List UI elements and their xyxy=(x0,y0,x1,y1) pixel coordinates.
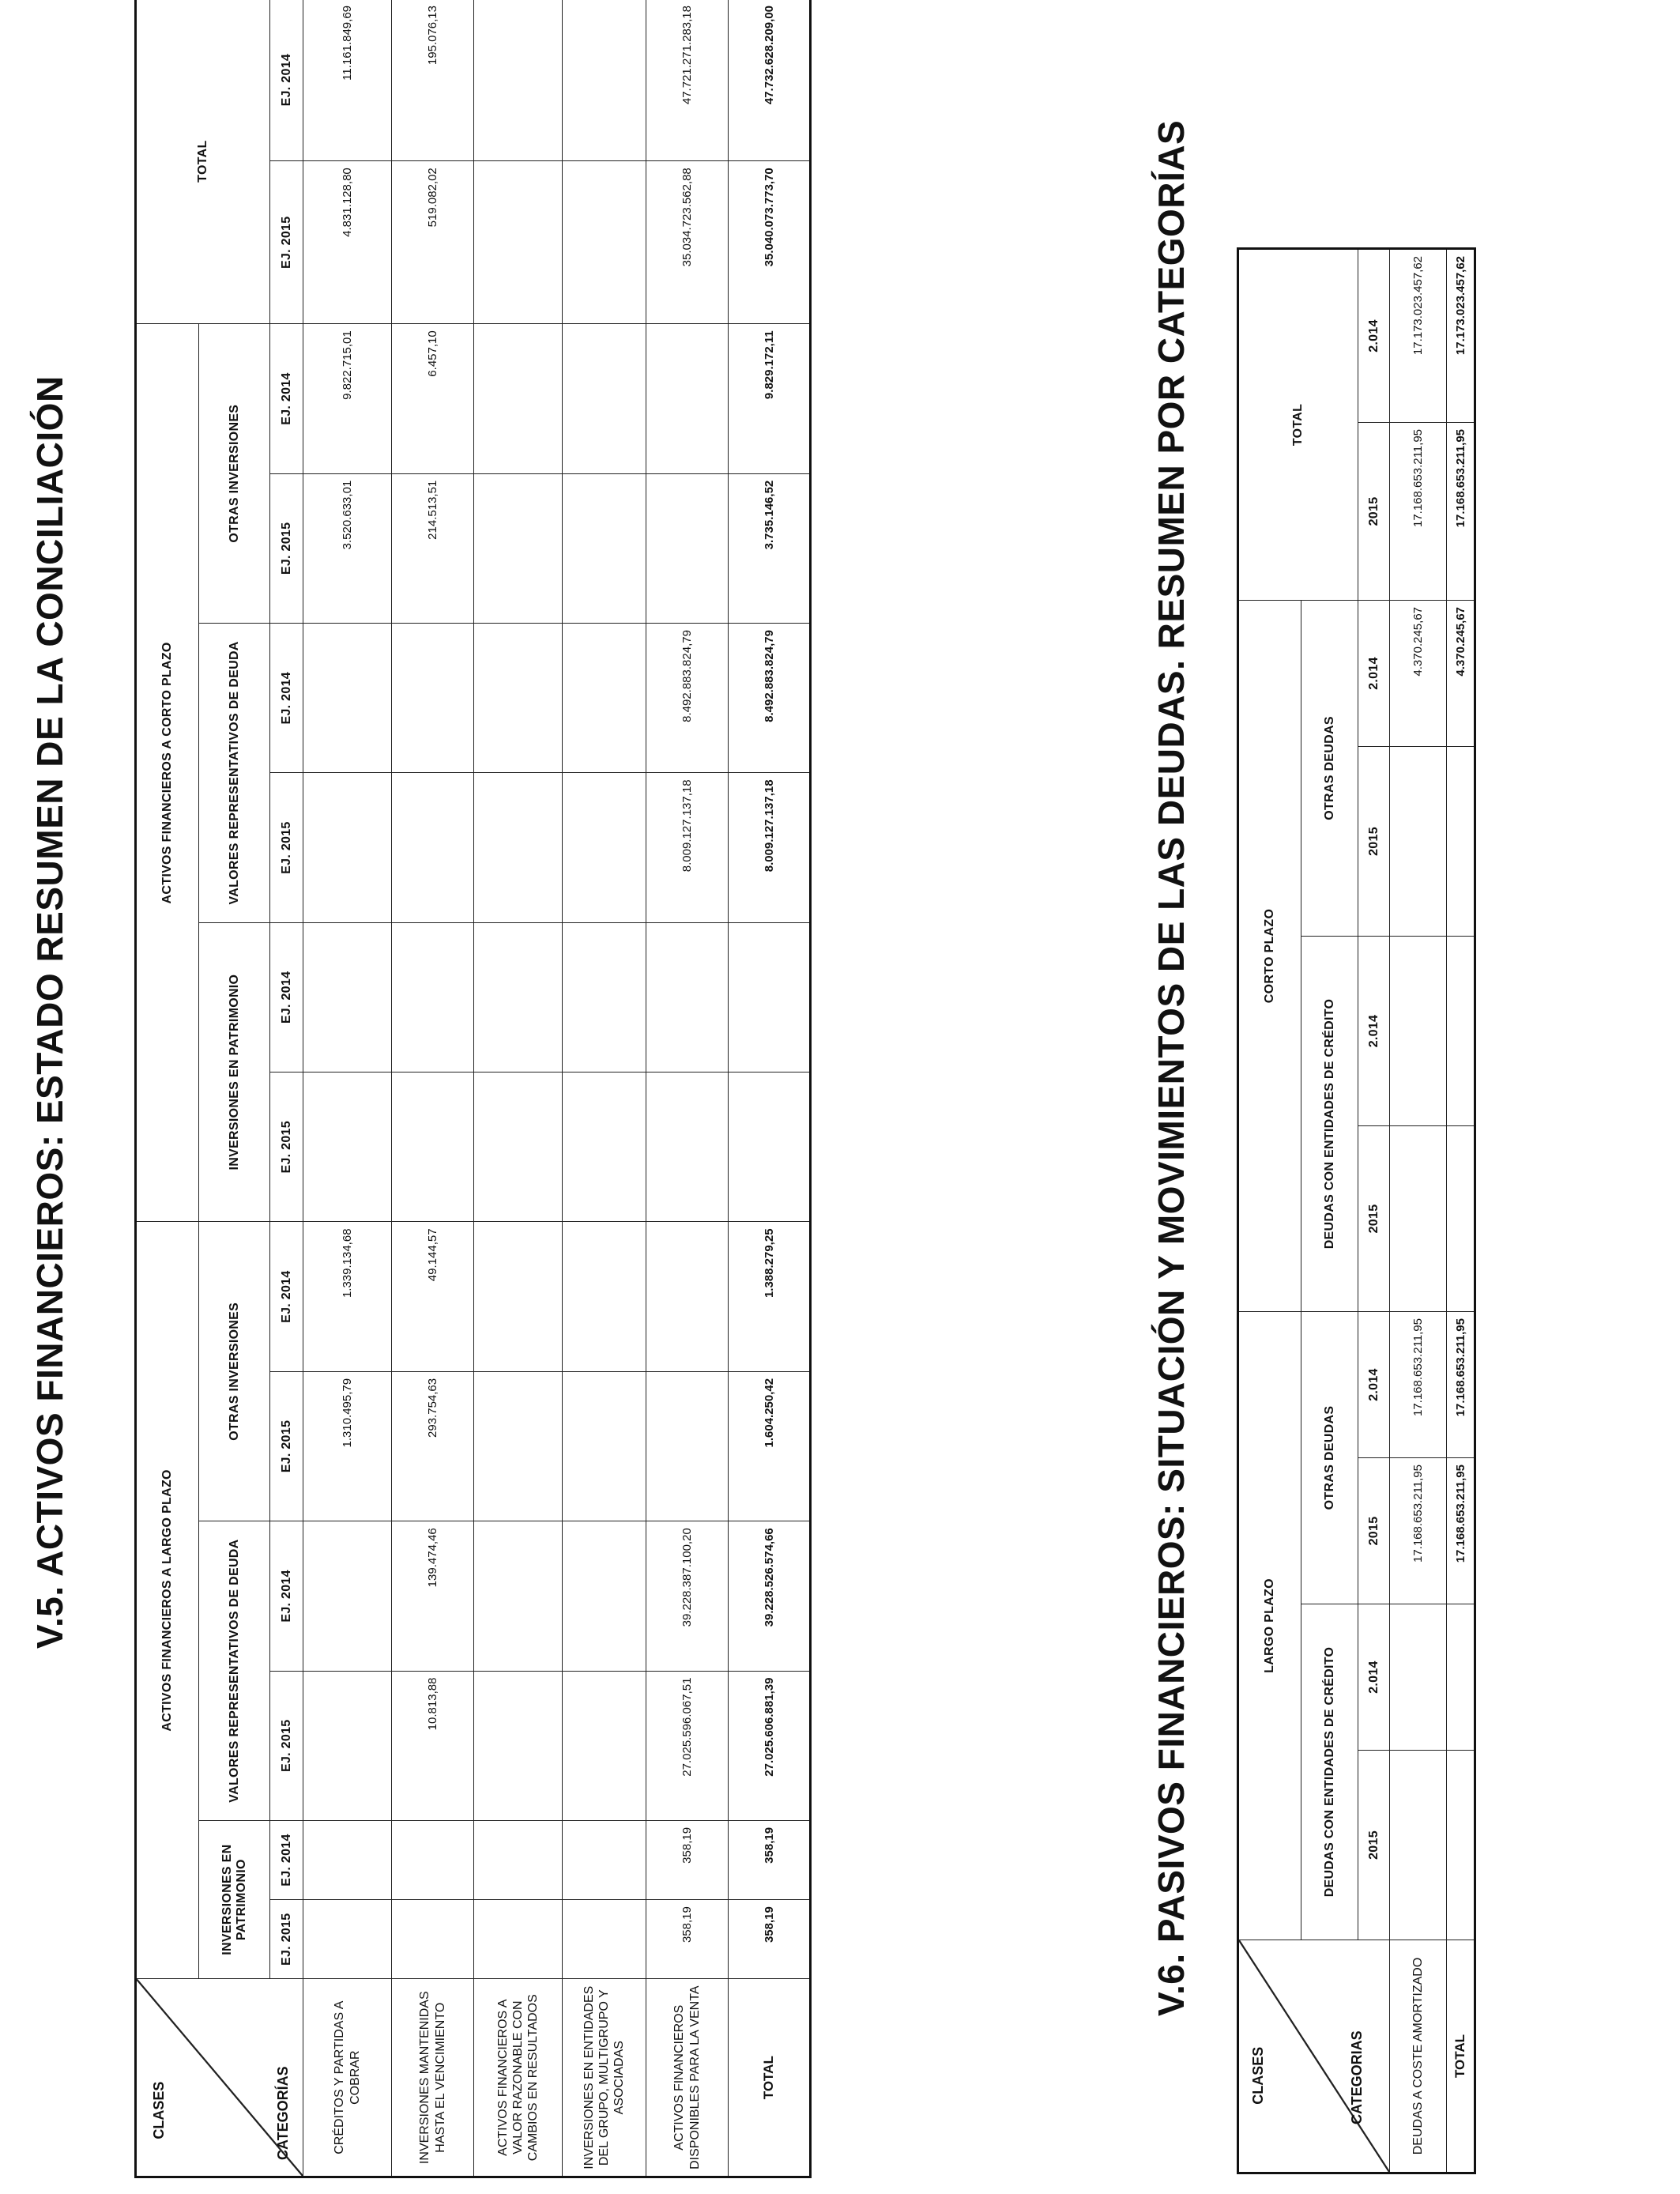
v6-corner-categorias: CATEGORIAS xyxy=(1349,2030,1365,2124)
v5-total-cell: 1.388.279,25 xyxy=(729,1222,811,1371)
v5-cell xyxy=(563,773,646,922)
v6-title: V.6. PASIVOS FINANCIEROS: SITUACIÓN Y MOVIMIENTOS DE LAS DEUDAS. RESUMEN POR CATEGORÍAS xyxy=(1151,119,1192,2016)
v5-cell xyxy=(392,1900,474,1979)
v5-cell xyxy=(474,624,563,773)
v5-row-category: INVERSIONES MANTENIDAS HASTA EL VENCIMIENTO xyxy=(392,1979,474,2177)
v5-cell xyxy=(646,1222,729,1371)
v5-cell: 3.520.633,01 xyxy=(303,473,392,623)
v6-year-header: 2015 xyxy=(1358,747,1390,937)
v5-cell xyxy=(563,1072,646,1222)
v5-table xyxy=(134,0,812,2178)
v6-total-cell xyxy=(1447,1604,1475,1751)
v5-table-row xyxy=(646,0,729,2177)
v5-cell xyxy=(474,1072,563,1222)
v6-cell xyxy=(1390,1604,1447,1751)
v5-cell: 358,19 xyxy=(646,1900,729,1979)
v5-total-cell: 1.604.250,42 xyxy=(729,1371,811,1521)
v6-group-largo: LARGO PLAZO xyxy=(1238,1312,1301,1940)
v5-cell: 139.474,46 xyxy=(392,1521,474,1671)
v5-cell xyxy=(563,1521,646,1671)
v5-row-category: ACTIVOS FINANCIEROS A VALOR RAZONABLE CON CAMBIOS EN RESULTADOS xyxy=(474,1979,563,2177)
v6-group-corto: CORTO PLAZO xyxy=(1238,600,1301,1311)
v5-cell: 39.228.387.100,20 xyxy=(646,1521,729,1671)
v6-group-total: TOTAL xyxy=(1238,248,1358,600)
v5-row-category: ACTIVOS FINANCIEROS DISPONIBLES PARA LA VENTA xyxy=(646,1979,729,2177)
v5-total-cell: 8.009.127.137,18 xyxy=(729,773,811,922)
v5-cell xyxy=(563,1671,646,1820)
v5-year-header: EJ. 2015 xyxy=(270,1900,303,1979)
v5-cell xyxy=(646,1371,729,1521)
v6-cell xyxy=(1390,1751,1447,1940)
v6-cell xyxy=(1390,747,1447,937)
v5-cell: 358,19 xyxy=(646,1820,729,1899)
v5-cell: 49.144,57 xyxy=(392,1222,474,1371)
v6-total-label: TOTAL xyxy=(1447,1940,1475,2173)
v5-year-header: EJ. 2015 xyxy=(270,161,303,324)
v5-cell xyxy=(392,624,474,773)
v5-total-cell: 358,19 xyxy=(729,1820,811,1899)
v5-sub-otras-lp: OTRAS INVERSIONES xyxy=(199,1222,270,1521)
v6-row-category: DEUDAS A COSTE AMORTIZADO xyxy=(1390,1940,1447,2173)
v5-cell xyxy=(646,1072,729,1222)
v5-cell xyxy=(392,1820,474,1899)
v5-cell: 35.034.723.562,88 xyxy=(646,161,729,324)
v5-total-cell: 8.492.883.824,79 xyxy=(729,624,811,773)
v5-row-category: CRÉDITOS Y PARTIDAS A COBRAR xyxy=(303,1979,392,2177)
v5-sub-valores-cp: VALORES REPRESENTATIVOS DE DEUDA xyxy=(199,624,270,923)
v5-cell xyxy=(303,1072,392,1222)
v5-cell xyxy=(303,1671,392,1820)
v5-cell xyxy=(392,773,474,922)
v5-cell xyxy=(563,1222,646,1371)
v5-cell xyxy=(474,1820,563,1899)
v6-sub-credito-cp: DEUDAS CON ENTIDADES DE CRÉDITO xyxy=(1301,937,1358,1312)
v5-total-cell: 35.040.073.773,70 xyxy=(729,161,811,324)
v5-cell: 10.813,88 xyxy=(392,1671,474,1820)
v5-cell xyxy=(646,324,729,473)
v6-cell: 17.168.653.211,95 xyxy=(1390,1312,1447,1458)
v5-cell: 214.513,51 xyxy=(392,473,474,623)
v5-cell: 6.457,10 xyxy=(392,324,474,473)
v6-total-cell xyxy=(1447,1126,1475,1312)
v5-cell xyxy=(563,1820,646,1899)
v5-cell xyxy=(563,0,646,161)
v5-corner-header xyxy=(136,1979,303,2177)
v5-year-header: EJ. 2015 xyxy=(270,773,303,922)
v6-total-row xyxy=(1447,248,1475,2173)
v5-year-header: EJ. 2014 xyxy=(270,1820,303,1899)
v5-cell: 27.025.596.067,51 xyxy=(646,1671,729,1820)
v6-total-cell: 17.168.653.211,95 xyxy=(1447,1458,1475,1604)
v5-cell xyxy=(392,922,474,1072)
v6-total-cell xyxy=(1447,1751,1475,1940)
v6-total-cell xyxy=(1447,747,1475,937)
v6-year-header: 2.014 xyxy=(1358,937,1390,1126)
v5-title: V.5. ACTIVOS FINANCIEROS: ESTADO RESUMEN DE LA CONCILIACIÓN xyxy=(29,375,70,1649)
v5-total-cell: 3.735.146,52 xyxy=(729,473,811,623)
v6-table xyxy=(1237,247,1476,2174)
v6-cell xyxy=(1390,1126,1447,1312)
v5-total-cell xyxy=(729,1072,811,1222)
v5-cell: 1.310.495,79 xyxy=(303,1371,392,1521)
v6-corner-header xyxy=(1238,1940,1390,2173)
v5-total-row xyxy=(729,0,811,2177)
v5-cell xyxy=(474,0,563,161)
v5-cell: 293.754,63 xyxy=(392,1371,474,1521)
v6-cell: 4.370.245,67 xyxy=(1390,600,1447,746)
v5-cell xyxy=(474,773,563,922)
v5-cell: 1.339.134,68 xyxy=(303,1222,392,1371)
v5-cell: 8.492.883.824,79 xyxy=(646,624,729,773)
v5-year-header: EJ. 2015 xyxy=(270,1671,303,1820)
v5-cell xyxy=(392,1072,474,1222)
v5-cell xyxy=(303,1521,392,1671)
v6-year-header: 2.014 xyxy=(1358,1312,1390,1458)
v5-cell xyxy=(474,1900,563,1979)
v6-year-header: 2015 xyxy=(1358,1751,1390,1940)
v5-cell xyxy=(303,624,392,773)
v5-cell xyxy=(563,1371,646,1521)
v6-total-cell: 4.370.245,67 xyxy=(1447,600,1475,746)
v6-total-cell: 17.168.653.211,95 xyxy=(1447,1312,1475,1458)
v5-cell xyxy=(563,1900,646,1979)
v6-year-header: 2015 xyxy=(1358,422,1390,600)
v6-cell: 17.168.653.211,95 xyxy=(1390,422,1447,600)
v5-table-row xyxy=(563,0,646,2177)
v6-sub-credito-lp: DEUDAS CON ENTIDADES DE CRÉDITO xyxy=(1301,1604,1358,1940)
v6-corner-clases: CLASES xyxy=(1250,2046,1266,2105)
v5-group-total: TOTAL xyxy=(136,0,270,324)
v5-cell xyxy=(646,473,729,623)
v6-year-header: 2015 xyxy=(1358,1458,1390,1604)
v5-cell: 47.721.271.283,18 xyxy=(646,0,729,161)
v6-cell xyxy=(1390,937,1447,1126)
v5-cell xyxy=(646,922,729,1072)
v5-cell xyxy=(474,324,563,473)
v5-cell: 11.161.849,69 xyxy=(303,0,392,161)
v5-cell xyxy=(474,473,563,623)
v5-cell xyxy=(303,1900,392,1979)
v5-table-row xyxy=(392,0,474,2177)
v5-sub-patrimonio-lp: INVERSIONES EN PATRIMONIO xyxy=(199,1820,270,1978)
v5-table-row xyxy=(303,0,392,2177)
v5-cell xyxy=(474,1371,563,1521)
v5-cell xyxy=(563,161,646,324)
v6-year-header: 2.014 xyxy=(1358,1604,1390,1751)
v6-sub-otras-lp: OTRAS DEUDAS xyxy=(1301,1312,1358,1604)
v5-year-header: EJ. 2015 xyxy=(270,1072,303,1222)
v5-year-header: EJ. 2015 xyxy=(270,473,303,623)
v5-group-corto: ACTIVOS FINANCIEROS A CORTO PLAZO xyxy=(136,324,199,1222)
v5-year-header: EJ. 2015 xyxy=(270,1371,303,1521)
v5-total-cell: 9.829.172,11 xyxy=(729,324,811,473)
v5-total-cell: 47.732.628.209,00 xyxy=(729,0,811,161)
v5-sub-otras-cp: OTRAS INVERSIONES xyxy=(199,324,270,624)
v5-corner-categorias: CATEGORÍAS xyxy=(275,2066,291,2160)
v5-total-label: TOTAL xyxy=(729,1979,811,2177)
v5-cell xyxy=(303,773,392,922)
v5-cell xyxy=(474,1671,563,1820)
v5-cell xyxy=(563,624,646,773)
v5-total-cell: 358,19 xyxy=(729,1900,811,1979)
v6-total-cell: 17.173.023.457,62 xyxy=(1447,248,1475,422)
v5-year-header: EJ. 2014 xyxy=(270,324,303,473)
v5-cell: 9.822.715,01 xyxy=(303,324,392,473)
v5-total-cell: 39.228.526.574,66 xyxy=(729,1521,811,1671)
v6-total-cell xyxy=(1447,937,1475,1126)
v5-year-header: EJ. 2014 xyxy=(270,624,303,773)
v5-cell xyxy=(563,324,646,473)
v5-total-cell xyxy=(729,922,811,1072)
v5-cell xyxy=(474,1521,563,1671)
v6-cell: 17.173.023.457,62 xyxy=(1390,248,1447,422)
v5-cell xyxy=(563,922,646,1072)
v5-cell: 519.082,02 xyxy=(392,161,474,324)
v5-cell: 8.009.127.137,18 xyxy=(646,773,729,922)
v6-total-cell: 17.168.653.211,95 xyxy=(1447,422,1475,600)
v5-row-category: INVERSIONES EN ENTIDADES DEL GRUPO, MULTIGRUPO Y ASOCIADAS xyxy=(563,1979,646,2177)
v5-corner-clases: CLASES xyxy=(151,2081,167,2139)
v5-table-row xyxy=(474,0,563,2177)
v6-year-header: 2015 xyxy=(1358,1126,1390,1312)
v5-year-header: EJ. 2014 xyxy=(270,1222,303,1371)
v5-year-header: EJ. 2014 xyxy=(270,1521,303,1671)
v6-cell: 17.168.653.211,95 xyxy=(1390,1458,1447,1604)
v5-total-cell: 27.025.606.881,39 xyxy=(729,1671,811,1820)
v5-year-header: EJ. 2014 xyxy=(270,0,303,161)
v5-cell xyxy=(474,922,563,1072)
v6-year-header: 2.014 xyxy=(1358,248,1390,422)
v5-cell: 195.076,13 xyxy=(392,0,474,161)
v5-cell: 4.831.128,80 xyxy=(303,161,392,324)
v5-sub-valores-lp: VALORES REPRESENTATIVOS DE DEUDA xyxy=(199,1521,270,1821)
v5-cell xyxy=(303,922,392,1072)
v5-year-header: EJ. 2014 xyxy=(270,922,303,1072)
v6-year-header: 2.014 xyxy=(1358,600,1390,746)
v5-cell xyxy=(303,1820,392,1899)
v6-table-row xyxy=(1390,248,1447,2173)
v5-cell xyxy=(474,161,563,324)
v6-sub-otras-cp: OTRAS DEUDAS xyxy=(1301,600,1358,936)
v5-cell xyxy=(474,1222,563,1371)
v5-cell xyxy=(563,473,646,623)
v5-sub-patrimonio-cp: INVERSIONES EN PATRIMONIO xyxy=(199,922,270,1222)
v5-group-largo: ACTIVOS FINANCIEROS A LARGO PLAZO xyxy=(136,1222,199,1979)
